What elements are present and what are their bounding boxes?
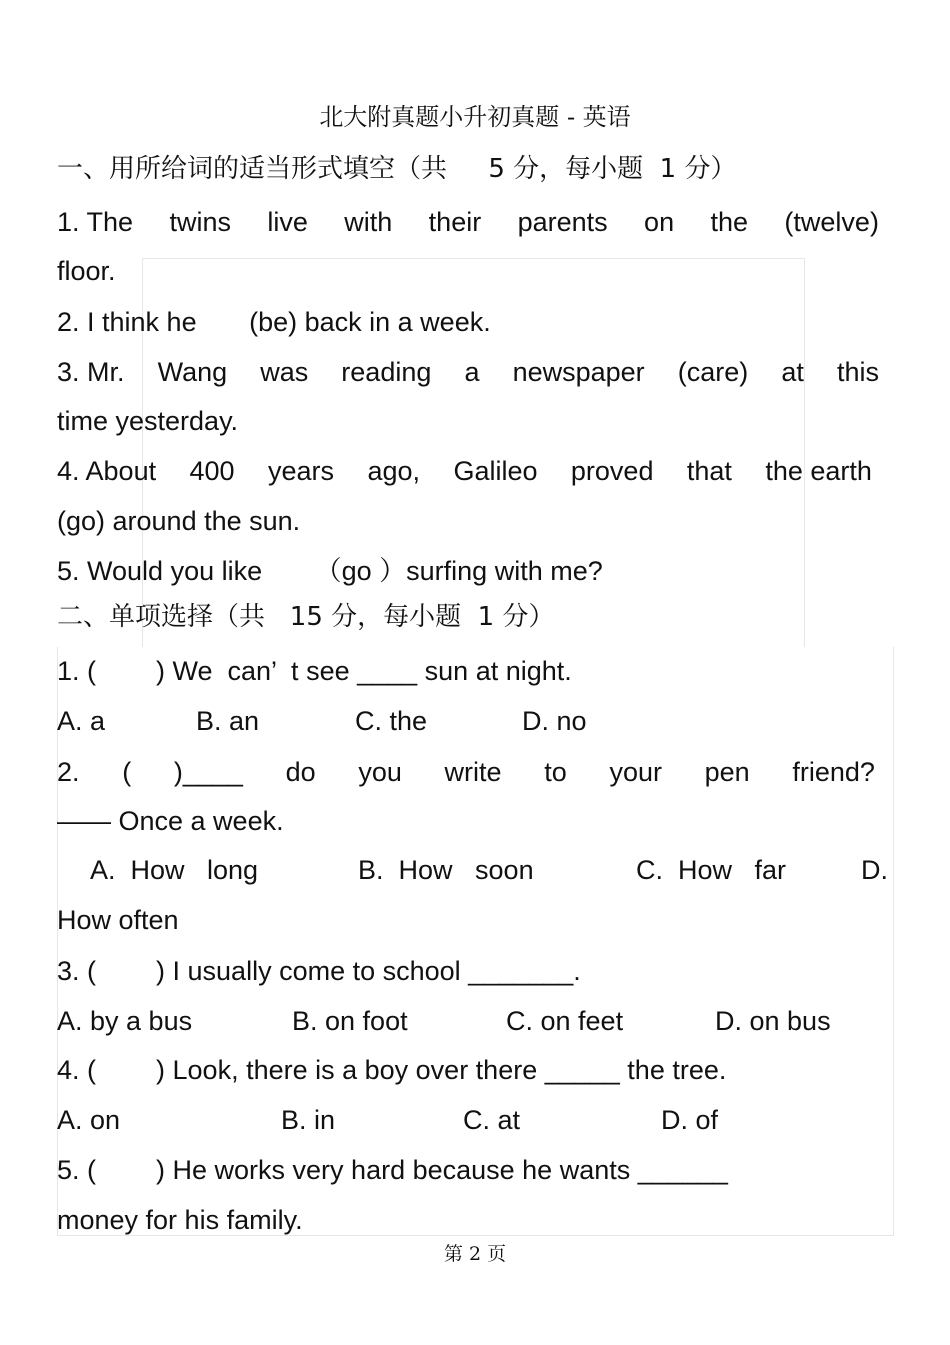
page-number: 第 2 页 [443,1243,507,1265]
word: live [267,207,308,237]
s1-q1-line1 [57,206,879,238]
page-title: 北大附真题小升初真题 - 英语 [319,103,631,131]
word: write [444,757,502,787]
word: at [781,357,804,387]
word: on [644,207,675,237]
s1-q3-line2: time yesterday. [57,406,239,436]
word: ( [122,757,132,787]
s2-q3-option-d: D. on bus [715,1006,831,1036]
s2-q1-option-c: C. the [355,706,428,736]
s1-q5: 5. Would you like （go ）surfing with me? [57,556,603,586]
word: )____ [173,757,243,787]
word: your [609,757,662,787]
s2-q2-line1 [57,756,875,788]
s2-q2-option-d-text: How often [57,905,179,935]
s1-q2: 2. I think he (be) back in a week. [57,307,491,337]
s2-q1-option-a: A. a [57,706,106,736]
word: 1. The [57,207,134,237]
s2-q4: 4. ( ) Look, there is a boy over there _____ the tree. [57,1055,727,1085]
s2-q1-option-d: D. no [522,706,587,736]
s2-q2-option-c: C. How far [636,855,787,885]
s2-q3-option-b: B. on foot [292,1006,408,1036]
s2-q5-line1: 5. ( ) He works very hard because he wants ______ [57,1155,728,1185]
s2-q2-option-a: A. How long [90,855,259,885]
word: was [260,357,309,387]
word: a [464,357,480,387]
word: friend? [792,757,875,787]
word: to [544,757,567,787]
word: proved [570,456,654,486]
s2-q2-option-d: D. [861,855,888,885]
s1-q1-line2: floor. [57,256,116,286]
word: do [285,757,316,787]
scan-frame-lower [57,647,894,1236]
section-2-heading: 二、单项选择（共 15 分，每小题 1 分） [57,602,555,632]
s2-q4-option-d: D. of [661,1105,719,1135]
word: with [344,207,393,237]
word: the earth [765,456,872,486]
word: that [686,456,732,486]
section-1-heading: 一、用所给词的适当形式填空（共 5 分，每小题 1 分） [57,154,737,184]
s2-q4-option-c: C. at [463,1105,521,1135]
s2-q1-option-b: B. an [196,706,260,736]
s1-q3-line1 [57,356,879,388]
word: this [836,357,879,387]
word: twins [169,207,231,237]
s2-q3: 3. ( ) I usually come to school _______. [57,956,581,986]
s2-q3-option-a: A. by a bus [57,1006,193,1036]
s1-q4-line1 [57,455,872,487]
word: reading [341,357,432,387]
word: Wang [157,357,228,387]
word: 400 [189,456,235,486]
s1-q4-line2: (go) around the sun. [57,506,301,536]
s2-q5-line2: money for his family. [57,1205,303,1235]
word: pen [704,757,750,787]
s2-q2-option-b: B. How soon [358,855,534,885]
word: 3. Mr. [57,357,125,387]
word: newspaper [512,357,645,387]
word: ago, [367,456,421,486]
s2-q1: 1. ( ) We can’ t see ____ sun at night. [57,656,572,686]
word: you [358,757,402,787]
word: parents [517,207,608,237]
word: (twelve) [784,207,879,237]
word: their [428,207,482,237]
word: (care) [677,357,749,387]
word: 4. About [57,456,157,486]
s2-q3-option-c: C. on feet [506,1006,624,1036]
word: 2. [57,757,80,787]
s2-q4-option-b: B. in [281,1105,336,1135]
word: Galileo [453,456,538,486]
s2-q4-option-a: A. on [57,1105,121,1135]
word: the [710,207,749,237]
s2-q2-line2: —— Once a week. [57,806,284,836]
word: years [268,456,335,486]
